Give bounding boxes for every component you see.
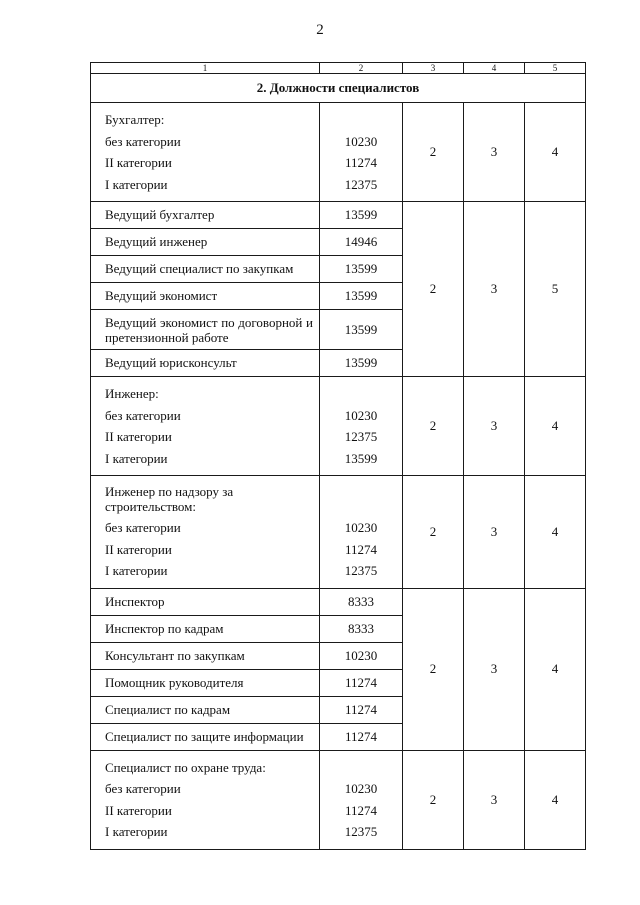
salary-value: 10230 bbox=[320, 642, 403, 669]
category-name: I категории bbox=[105, 563, 168, 578]
column-5-value: 4 bbox=[525, 103, 586, 202]
column-3-value: 2 bbox=[403, 202, 464, 377]
position-name: Помощник руководителя bbox=[91, 669, 320, 696]
salary-value: 11274 bbox=[320, 696, 403, 723]
salary-value: 13599 bbox=[344, 450, 378, 466]
column-5-value: 4 bbox=[525, 377, 586, 476]
category-name: без категории bbox=[105, 407, 181, 423]
position-name: Ведущий экономист по договорной и претензионной работе bbox=[91, 310, 320, 350]
salary-value: 12375 bbox=[344, 176, 378, 192]
category-name: без категории bbox=[105, 520, 181, 535]
position-name: Ведущий инженер bbox=[91, 229, 320, 256]
category-name: II категории bbox=[105, 802, 172, 818]
column-4-value: 3 bbox=[464, 476, 525, 589]
position-name: Ведущий специалист по закупкам bbox=[91, 256, 320, 283]
column-3-value: 2 bbox=[403, 750, 464, 849]
salary-value: 12375 bbox=[344, 824, 378, 839]
section-title: 2. Должности специалистов bbox=[91, 74, 586, 103]
category-name: без категории bbox=[105, 781, 181, 796]
column-5-value: 4 bbox=[525, 588, 586, 750]
salary-cell bbox=[320, 750, 403, 849]
column-3-value: 2 bbox=[403, 476, 464, 589]
column-3-value: 2 bbox=[403, 103, 464, 202]
salary-value: 11274 bbox=[320, 669, 403, 696]
position-name: Специалист по защите информации bbox=[91, 723, 320, 750]
group-title: Инженер: bbox=[105, 386, 159, 401]
salary-value: 13599 bbox=[320, 350, 403, 377]
salary-value: 13599 bbox=[320, 256, 403, 283]
salary-value: 10230 bbox=[344, 781, 378, 796]
salary-value: 8333 bbox=[320, 588, 403, 615]
position-name-cell bbox=[91, 750, 320, 849]
salary-value: 8333 bbox=[320, 615, 403, 642]
position-name: Ведущий экономист bbox=[91, 283, 320, 310]
group-row-accountant bbox=[91, 103, 586, 202]
group-title: Специалист по охране труда: bbox=[105, 759, 266, 775]
salary-cell bbox=[320, 103, 403, 202]
positions-table bbox=[90, 62, 586, 850]
salary-value: 11274 bbox=[344, 155, 378, 170]
group-title: Инженер по надзору за строительством: bbox=[105, 484, 234, 514]
column-3-value: 2 bbox=[403, 588, 464, 750]
column-header-1: 1 bbox=[91, 63, 320, 74]
salary-value: 13599 bbox=[320, 202, 403, 229]
column-header-row bbox=[91, 63, 586, 74]
column-4-value: 3 bbox=[464, 588, 525, 750]
salary-cell bbox=[320, 377, 403, 476]
salary-value: 10230 bbox=[344, 133, 378, 149]
column-4-value: 3 bbox=[464, 377, 525, 476]
category-name: II категории bbox=[105, 541, 172, 557]
salary-value: 10230 bbox=[344, 520, 378, 535]
column-3-value: 2 bbox=[403, 377, 464, 476]
column-header-2: 2 bbox=[320, 63, 403, 74]
column-5-value: 4 bbox=[525, 750, 586, 849]
position-name-cell bbox=[91, 377, 320, 476]
position-name-cell bbox=[91, 476, 320, 589]
column-4-value: 3 bbox=[464, 103, 525, 202]
salary-cell bbox=[320, 476, 403, 589]
table-row bbox=[91, 202, 586, 229]
column-5-value: 4 bbox=[525, 476, 586, 589]
position-name: Инспектор bbox=[91, 588, 320, 615]
column-5-value: 5 bbox=[525, 202, 586, 377]
category-name: II категории bbox=[105, 155, 172, 170]
category-name: I категории bbox=[105, 450, 168, 466]
group-row-engineer bbox=[91, 377, 586, 476]
group-title: Бухгалтер: bbox=[105, 112, 165, 127]
column-header-5: 5 bbox=[525, 63, 586, 74]
salary-value: 11274 bbox=[320, 723, 403, 750]
group-row-supervision-engineer bbox=[91, 476, 586, 589]
position-name: Консультант по закупкам bbox=[91, 642, 320, 669]
position-name: Инспектор по кадрам bbox=[91, 615, 320, 642]
category-name: без категории bbox=[105, 133, 181, 149]
position-name-cell bbox=[91, 103, 320, 202]
group-row-labor-safety-specialist bbox=[91, 750, 586, 849]
salary-value: 12375 bbox=[344, 429, 378, 444]
position-name: Ведущий юрисконсульт bbox=[91, 350, 320, 377]
category-name: II категории bbox=[105, 429, 172, 444]
salary-value: 10230 bbox=[344, 407, 378, 423]
salary-value: 13599 bbox=[320, 283, 403, 310]
section-row bbox=[91, 74, 586, 103]
page-number: 2 bbox=[316, 22, 324, 38]
salary-value: 13599 bbox=[320, 310, 403, 350]
column-4-value: 3 bbox=[464, 202, 525, 377]
category-name: I категории bbox=[105, 824, 168, 839]
category-name: I категории bbox=[105, 176, 168, 192]
column-header-3: 3 bbox=[403, 63, 464, 74]
salary-value: 14946 bbox=[320, 229, 403, 256]
salary-value: 11274 bbox=[344, 802, 378, 818]
table-row bbox=[91, 588, 586, 615]
position-name: Ведущий бухгалтер bbox=[91, 202, 320, 229]
column-header-4: 4 bbox=[464, 63, 525, 74]
salary-value: 12375 bbox=[344, 563, 378, 578]
column-4-value: 3 bbox=[464, 750, 525, 849]
salary-value: 11274 bbox=[344, 541, 378, 557]
position-name: Специалист по кадрам bbox=[91, 696, 320, 723]
